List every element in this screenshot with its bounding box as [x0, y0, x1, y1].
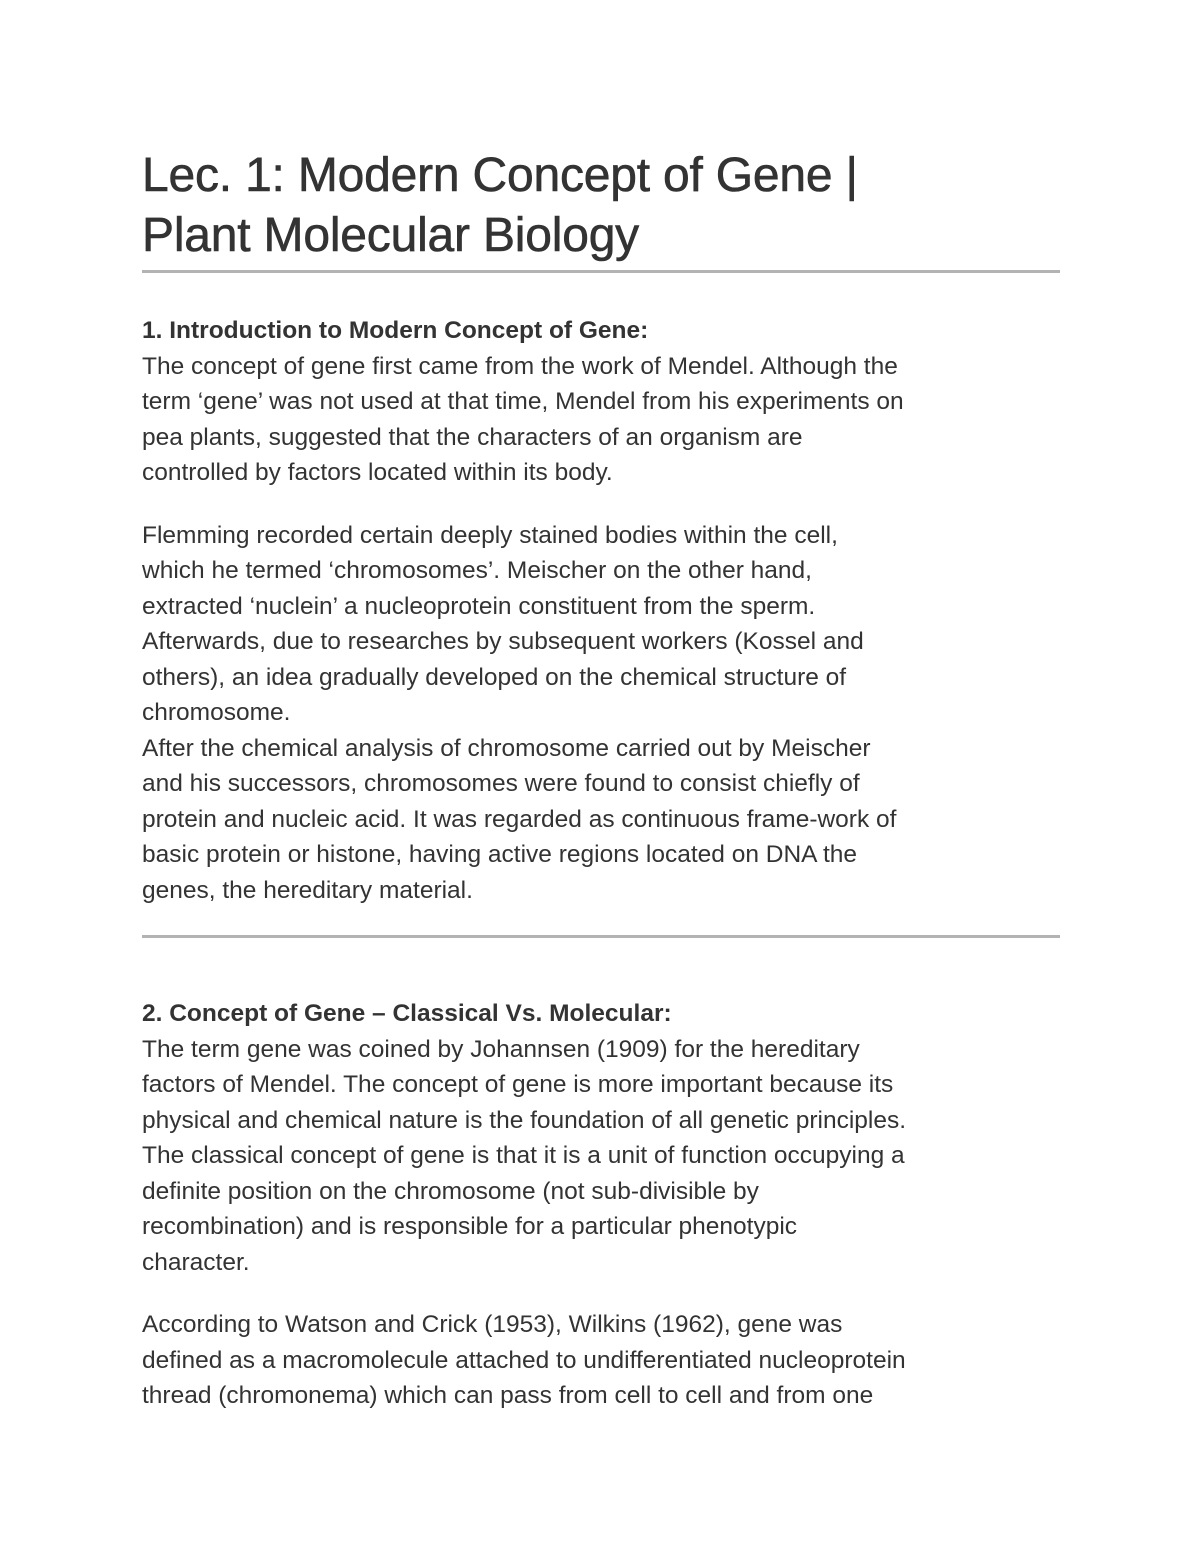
text-line: protein and nucleic acid. It was regarded as continuous frame-work of	[142, 805, 897, 833]
text-line: controlled by factors located within its body.	[142, 459, 613, 486]
section-heading: 1. Introduction to Modern Concept of Gene:	[142, 317, 649, 344]
text-line: After the chemical analysis of chromosome carried out by Meischer	[142, 734, 871, 762]
text-line: Afterwards, due to researches by subsequent workers (Kossel and	[142, 628, 864, 655]
section-introduction	[142, 313, 1060, 908]
text-line: defined as a macromolecule attached to undifferentiated nucleoprotein	[142, 1346, 906, 1374]
text-line: The concept of gene first came from the work of Mendel. Although the	[142, 352, 898, 380]
text-line: pea plants, suggested that the characters of an organism are	[142, 423, 803, 451]
document-body	[142, 146, 1060, 1414]
text-line: definite position on the chromosome (not sub-divisible by	[142, 1177, 759, 1205]
text-line: term ‘gene’ was not used at that time, Mendel from his experiments on	[142, 388, 904, 415]
document-title	[142, 146, 1060, 266]
text-line: basic protein or histone, having active regions located on DNA the	[142, 841, 858, 868]
paragraph	[142, 518, 1060, 909]
text-line: physical and chemical nature is the foundation of all genetic principles.	[142, 1106, 907, 1134]
text-line: The term gene was coined by Johannsen (1909) for the hereditary	[142, 1035, 860, 1063]
title-line: Plant Molecular Biology	[142, 209, 639, 262]
text-line: factors of Mendel. The concept of gene is more important because its	[142, 1071, 894, 1098]
text-line: Flemming recorded certain deeply stained bodies within the cell,	[142, 521, 838, 549]
text-line: and his successors, chromosomes were found to consist chiefly of	[142, 770, 860, 797]
section-classical-vs-molecular	[142, 996, 1060, 1414]
text-line: others), an idea gradually developed on the chemical structure of	[142, 663, 847, 691]
text-line: recombination) and is responsible for a particular phenotypic	[142, 1213, 798, 1240]
text-line: thread (chromonema) which can pass from cell to cell and from one	[142, 1382, 874, 1409]
text-line: According to Watson and Crick (1953), Wilkins (1962), gene was	[142, 1311, 843, 1338]
text-line: chromosome.	[142, 699, 291, 726]
title-line: Lec. 1: Modern Concept of Gene |	[142, 149, 858, 202]
text-line: genes, the hereditary material.	[142, 876, 473, 904]
paragraph	[142, 1307, 1060, 1414]
text-line: extracted ‘nuclein’ a nucleoprotein constituent from the sperm.	[142, 592, 816, 620]
paragraph	[142, 349, 1060, 491]
section-heading: 2. Concept of Gene – Classical Vs. Molecular:	[142, 1000, 672, 1027]
text-line: The classical concept of gene is that it is a unit of function occupying a	[142, 1142, 905, 1169]
text-line: character.	[142, 1248, 250, 1276]
text-line: which he termed ‘chromosomes’. Meischer on the other hand,	[142, 557, 812, 584]
paragraph	[142, 1032, 1060, 1281]
